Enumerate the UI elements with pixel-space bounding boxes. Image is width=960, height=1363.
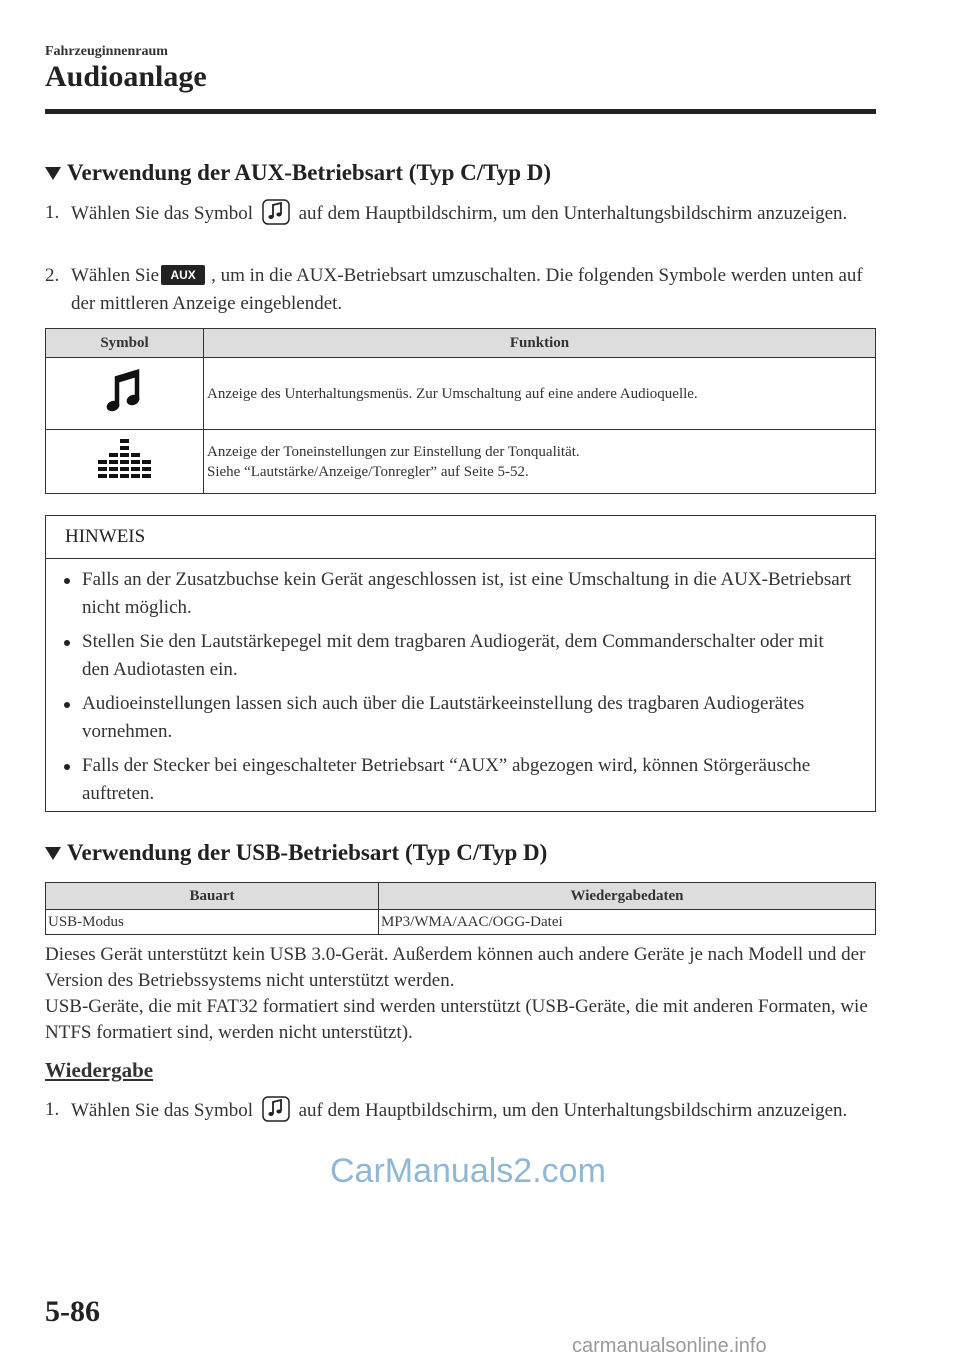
triangle-bullet-icon xyxy=(45,847,61,860)
step-text-before: Wählen Sie das Symbol xyxy=(71,203,254,224)
equalizer-icon xyxy=(97,437,153,481)
aux-heading-text: Verwendung der AUX-Betriebsart (Typ C/Typ D) xyxy=(67,160,552,185)
aux-step-2 xyxy=(45,262,880,318)
note-title-text: HINWEIS xyxy=(65,526,146,547)
list-item xyxy=(46,752,875,808)
step-number: 1. xyxy=(45,1099,60,1120)
list-item xyxy=(46,690,875,746)
usb-table xyxy=(45,882,876,935)
step-number: 2. xyxy=(45,265,60,286)
note-title xyxy=(46,516,875,559)
aux-button-icon: AUX xyxy=(161,265,205,285)
step-number: 1. xyxy=(45,202,60,223)
bullet-icon xyxy=(64,640,70,646)
table-row xyxy=(46,358,876,430)
step-text-before: Wählen Sie xyxy=(71,265,160,286)
step-text-after: , um in die AUX-Betriebsart umzuschalten. Die folgenden Symbole werden unten auf der mittleren Anzeige eingeblendet. xyxy=(71,265,863,314)
triangle-bullet-icon xyxy=(45,167,61,180)
music-note-icon xyxy=(105,366,145,416)
footer-watermark: carmanualsonline.info xyxy=(572,1335,767,1357)
desc-line: Siehe “Lautstärke/Anzeige/Tonregler” auf Seite 5-52. xyxy=(207,463,529,480)
page-title: Audioanlage xyxy=(45,60,207,93)
music-note-icon xyxy=(262,1096,290,1122)
bullet-icon xyxy=(64,702,70,708)
table-cell-icon xyxy=(46,430,204,494)
usb-step-1 xyxy=(45,1096,880,1125)
bullet-icon xyxy=(64,578,70,584)
table-cell: USB-Modus xyxy=(46,910,379,935)
step-text-before: Wählen Sie das Symbol xyxy=(71,1100,254,1121)
note-box xyxy=(45,515,876,812)
desc-line: Anzeige der Toneinstellungen zur Einstellung der Tonqualität. xyxy=(207,443,580,460)
table-cell-icon xyxy=(46,358,204,430)
list-item-text: Audioeinstellungen lassen sich auch über die Lautstärkeeinstellung des tragbaren Audiogerätes vornehmen. xyxy=(82,693,805,742)
aux-heading xyxy=(45,160,551,186)
table-header: Funktion xyxy=(204,329,876,358)
section-label: Fahrzeuginnenraum xyxy=(45,44,168,59)
table-header: Symbol xyxy=(46,329,204,358)
step-text-after: auf dem Hauptbildschirm, um den Unterhaltungsbildschirm anzuzeigen. xyxy=(298,1100,848,1121)
table-cell: MP3/WMA/AAC/OGG-Datei xyxy=(379,910,876,935)
table-cell-desc: Anzeige des Unterhaltungsmenüs. Zur Umschaltung auf eine andere Audioquelle. xyxy=(204,358,876,430)
step-text-after: auf dem Hauptbildschirm, um den Unterhaltungsbildschirm anzuzeigen. xyxy=(298,203,848,224)
list-item-text: Falls der Stecker bei eingeschalteter Betriebsart “AUX” abgezogen wird, können Störgeräusche auftreten. xyxy=(82,755,811,804)
table-row xyxy=(46,430,876,494)
usb-heading xyxy=(45,840,547,866)
header-rule xyxy=(45,109,876,114)
note-list xyxy=(46,566,875,814)
bullet-icon xyxy=(64,764,70,770)
usb-heading-text: Verwendung der USB-Betriebsart (Typ C/Typ D) xyxy=(67,840,548,865)
page-number: 5-86 xyxy=(45,1295,100,1328)
list-item-text: Falls an der Zusatzbuchse kein Gerät angeschlossen ist, ist eine Umschaltung in die AUX-Betriebsart nicht möglich. xyxy=(82,569,852,618)
table-header: Wiedergabedaten xyxy=(379,883,876,910)
playback-subheading: Wiedergabe xyxy=(45,1058,154,1082)
list-item xyxy=(46,628,875,684)
watermark: CarManuals2.com xyxy=(330,1152,606,1190)
usb-paragraph-1: Dieses Gerät unterstützt kein USB 3.0-Gerät. Außerdem können auch andere Geräte je nach Modell und der Version des Betriebssystems nicht unterstützt werden. xyxy=(45,944,866,991)
table-row xyxy=(46,910,876,935)
table-header-row xyxy=(46,329,876,358)
aux-step-1 xyxy=(45,199,880,228)
table-header-row xyxy=(46,883,876,910)
table-header: Bauart xyxy=(46,883,379,910)
music-note-icon xyxy=(262,199,290,225)
table-cell-desc xyxy=(204,430,876,494)
list-item-text: Stellen Sie den Lautstärkepegel mit dem tragbaren Audiogerät, dem Commanderschalter oder mit den Audiotasten ein. xyxy=(82,631,824,680)
usb-paragraph-2: USB-Geräte, die mit FAT32 formatiert sind werden unterstützt (USB-Geräte, die mit anderen Formaten, wie NTFS formatiert sind, werden nicht unterstützt). xyxy=(45,996,868,1043)
function-table xyxy=(45,328,876,494)
list-item xyxy=(46,566,875,622)
